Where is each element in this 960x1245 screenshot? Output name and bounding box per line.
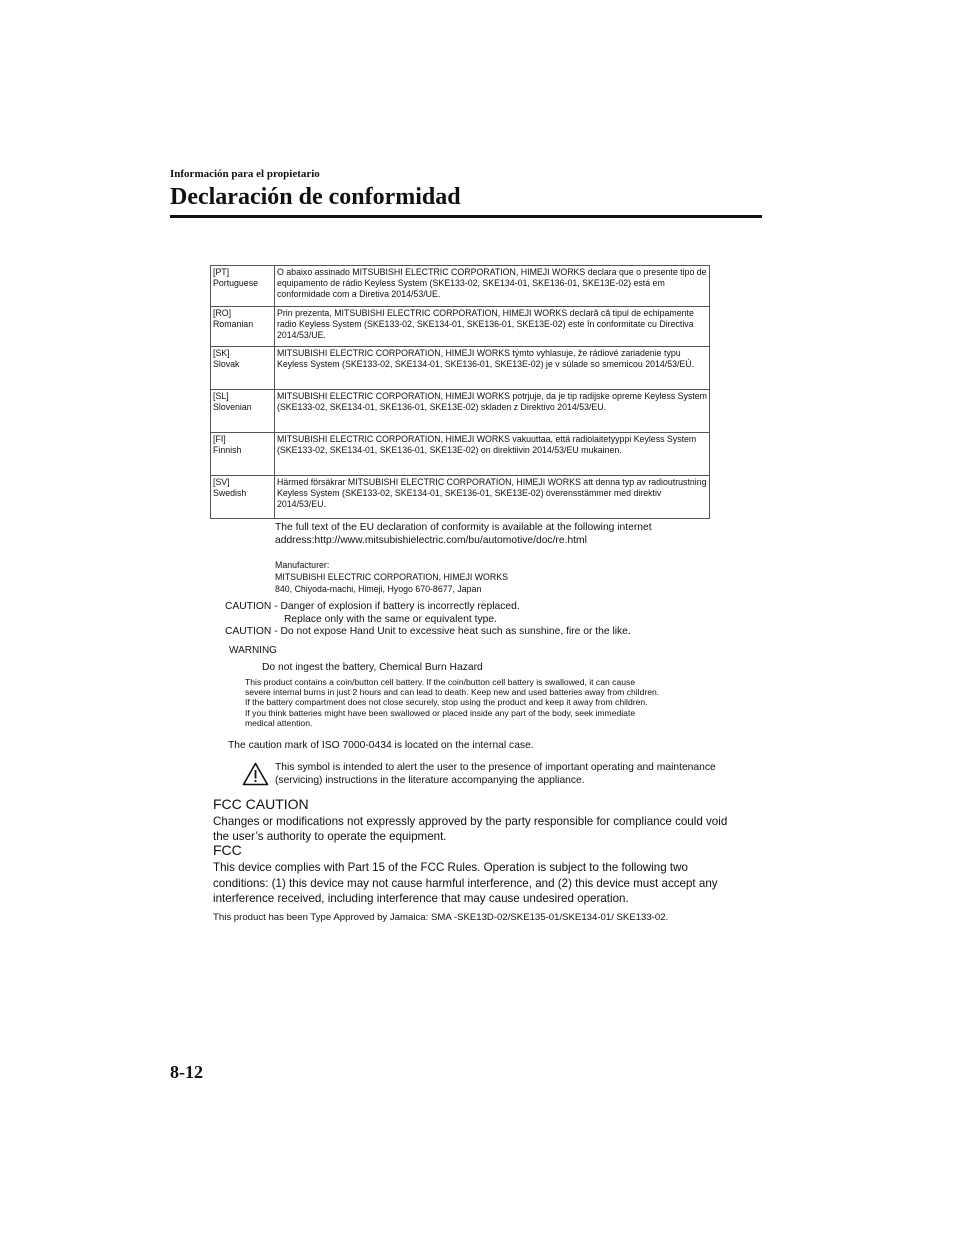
- language-cell: [211, 307, 275, 347]
- language-name: Romanian: [213, 319, 254, 329]
- language-code: [SV]: [213, 477, 230, 487]
- table-row: [211, 307, 710, 347]
- language-cell: [211, 347, 275, 390]
- language-code: [SL]: [213, 391, 229, 401]
- warning-line: If you think batteries might have been swallowed or placed inside any part of the body, seek immediate: [245, 707, 636, 718]
- fcc-caution-heading: FCC CAUTION: [213, 796, 309, 812]
- language-cell: [211, 476, 275, 519]
- declaration-text: Härmed försäkrar MITSUBISHI ELECTRIC CORPORATION, HIMEJI WORKS att denna typ av radioutrustning Keyless System (SKE133-02, SKE134-01, SKE136-01, SKE13E-02) överensstämmer med direktiv 2014/53/EU.: [275, 476, 710, 519]
- declaration-text: O abaixo assinado MITSUBISHI ELECTRIC CORPORATION, HIMEJI WORKS declara que o presente tipo de equipamento de rádio Keyless System (SKE133-02, SKE134-01, SKE136-01, SKE13E-02) está em conformidade com a Diretiva 2014/53/UE.: [275, 266, 710, 307]
- language-name: Portuguese: [213, 278, 258, 288]
- manufacturer-label: Manufacturer:: [275, 560, 330, 570]
- fcc-caution-text: Changes or modifications not expressly approved by the party responsible for compliance could void the user’s authority to operate the equipment.: [213, 815, 728, 843]
- warning-line: severe internal burns in just 2 hours and can lead to death. Keep new and used batteries away from children.: [245, 687, 660, 698]
- manufacturer-name: MITSUBISHI ELECTRIC CORPORATION, HIMEJI WORKS: [275, 572, 508, 582]
- warning-label: WARNING: [229, 645, 277, 656]
- language-code: [SK]: [213, 348, 230, 358]
- language-name: Finnish: [213, 445, 242, 455]
- battery-caution: [225, 601, 520, 626]
- language-code: [RO]: [213, 308, 232, 318]
- full-text-notice: The full text of the EU declaration of conformity is available at the following internet address:http://www.mitsubishielectric.com/bu/automotive/doc/re.html: [275, 522, 652, 546]
- fcc-text: This device complies with Part 15 of the FCC Rules. Operation is subject to the following two conditions: (1) this device may not cause harmful interference, and (2) this device must accept any interference received, including interference that may cause undesired operation.: [213, 861, 718, 905]
- battery-caution-line2: Replace only with the same or equivalent type.: [284, 613, 497, 625]
- warning-body: [245, 677, 725, 728]
- warning-line: If the battery compartment does not close securely, stop using the product and keep it away from children.: [245, 697, 648, 708]
- warning-line: medical attention.: [245, 717, 313, 728]
- manufacturer-block: [275, 559, 508, 595]
- declaration-text: MITSUBISHI ELECTRIC CORPORATION, HIMEJI WORKS vakuuttaa, että radiolaitetyyppi Keyless System (SKE133-02, SKE134-01, SKE136-01, SKE13E-02) on direktiivin 2014/53/EU mukainen.: [275, 433, 710, 476]
- language-cell: [211, 266, 275, 307]
- table-row: [211, 433, 710, 476]
- table-row: [211, 266, 710, 307]
- section-label: Información para el propietario: [170, 168, 320, 180]
- declaration-table: [210, 265, 710, 519]
- warning-line: This product contains a coin/button cell battery. If the coin/button cell battery is swallowed, it can cause: [245, 677, 636, 687]
- fcc-heading: FCC: [213, 842, 242, 858]
- iso-note: The caution mark of ISO 7000-0434 is located on the internal case.: [228, 740, 534, 751]
- title-rule: [170, 215, 762, 218]
- language-code: [FI]: [213, 434, 226, 444]
- language-name: Slovak: [213, 359, 240, 369]
- declaration-text: MITSUBISHI ELECTRIC CORPORATION, HIMEJI WORKS potrjuje, da je tip radijske opreme Keyless System (SKE133-02, SKE134-01, SKE136-01, SKE13E-02) skladen z Direktivo 2014/53/EU.: [275, 390, 710, 433]
- symbol-note: This symbol is intended to alert the user to the presence of important operating and maintenance (servicing) instructions in the literature accompanying the appliance.: [275, 762, 716, 786]
- warning-triangle-icon: [242, 762, 269, 791]
- declaration-text: MITSUBISHI ELECTRIC CORPORATION, HIMEJI WORKS týmto vyhlasuje, že rádiové zariadenie typu Keyless System (SKE133-02, SKE134-01, SKE136-01, SKE13E-02) je v súlade so smernicou 2014/53/EÚ.: [275, 347, 710, 390]
- warning-heading: Do not ingest the battery, Chemical Burn Hazard: [262, 662, 483, 673]
- declaration-text: Prin prezenta, MITSUBISHI ELECTRIC CORPORATION, HIMEJI WORKS declară că tipul de echipamente radio Keyless System (SKE133-02, SKE134-01, SKE136-01, SKE13E-02) este în conformitate cu Directiva 2014/53/UE.: [275, 307, 710, 347]
- table-row: [211, 347, 710, 390]
- manufacturer-address: 840, Chiyoda-machi, Himeji, Hyogo 670-8677, Japan: [275, 584, 482, 594]
- language-name: Slovenian: [213, 402, 252, 412]
- table-row: [211, 476, 710, 519]
- battery-caution-line1: CAUTION - Danger of explosion if battery is incorrectly replaced.: [225, 601, 520, 612]
- language-cell: [211, 390, 275, 433]
- heat-caution: CAUTION - Do not expose Hand Unit to excessive heat such as sunshine, fire or the like.: [225, 626, 631, 637]
- page-title: Declaración de conformidad: [170, 184, 461, 210]
- language-name: Swedish: [213, 488, 247, 498]
- page-number: 8-12: [170, 1062, 203, 1082]
- table-row: [211, 390, 710, 433]
- language-code: [PT]: [213, 267, 230, 277]
- language-cell: [211, 433, 275, 476]
- jamaica-approval-note: This product has been Type Approved by Jamaica: SMA -SKE13D-02/SKE135-01/SKE134-01/ SKE133-02.: [213, 912, 669, 923]
